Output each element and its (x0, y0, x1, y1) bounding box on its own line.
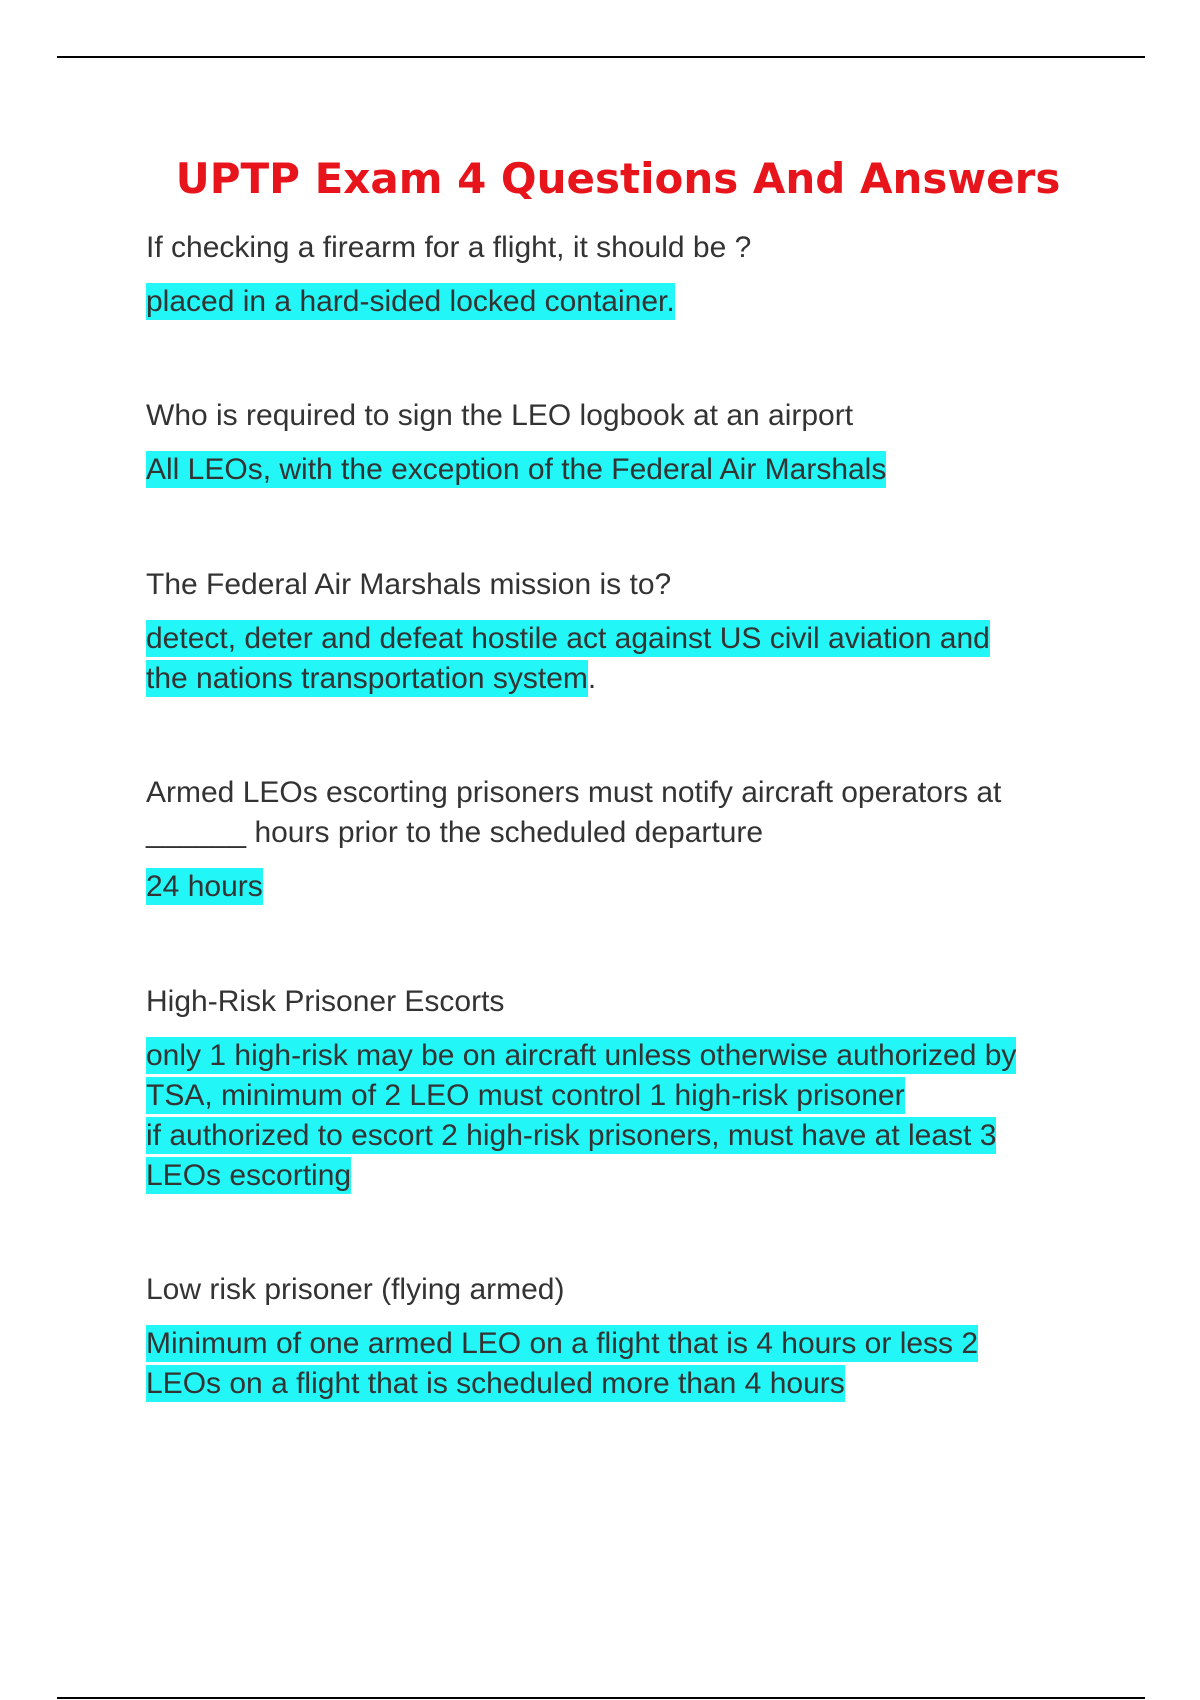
qa-item-3 (146, 565, 1096, 699)
answer-3-line-1: detect, deter and defeat hostile act against US civil aviation and (146, 622, 990, 655)
top-rule (57, 56, 1145, 58)
question-2: Who is required to sign the LEO logbook at an airport (146, 399, 854, 432)
answer-5-line-2: TSA, minimum of 2 LEO must control 1 high-risk prisoner (146, 1079, 905, 1112)
question-4-line-1: Armed LEOs escorting prisoners must notify aircraft operators at (146, 776, 1002, 809)
answer-2 (146, 450, 1096, 490)
answer-5-line-1: only 1 high-risk may be on aircraft unless otherwise authorized by (146, 1039, 1017, 1072)
answer-4-line-1: 24 hours (146, 870, 263, 903)
page-title: UPTP Exam 4 Questions And Answers (175, 154, 1061, 203)
answer-5 (146, 1036, 1096, 1196)
answer-1 (146, 282, 1096, 322)
question-6: Low risk prisoner (flying armed) (146, 1273, 565, 1306)
qa-item-6 (146, 1270, 1096, 1404)
answer-4 (146, 867, 1096, 907)
answer-1-line-1: placed in a hard-sided locked container. (146, 285, 675, 318)
answer-5-line-3: if authorized to escort 2 high-risk prisoners, must have at least 3 (146, 1119, 997, 1152)
answer-6-line-2: LEOs on a flight that is scheduled more than 4 hours (146, 1367, 845, 1400)
answer-3 (146, 619, 1096, 699)
answer-6-line-1: Minimum of one armed LEO on a flight that is 4 hours or less 2 (146, 1327, 979, 1360)
bottom-rule (57, 1697, 1145, 1699)
qa-item-1 (146, 228, 1096, 322)
question-3: The Federal Air Marshals mission is to? (146, 568, 672, 601)
answer-3-tail: . (587, 662, 597, 695)
answer-5-line-4: LEOs escorting (146, 1159, 352, 1192)
answer-2-line-1: All LEOs, with the exception of the Federal Air Marshals (146, 453, 887, 486)
answer-6 (146, 1324, 1096, 1404)
qa-item-4 (146, 773, 1096, 907)
question-1: If checking a firearm for a flight, it should be ? (146, 231, 752, 264)
question-5: High-Risk Prisoner Escorts (146, 985, 505, 1018)
answer-3-line-2: the nations transportation system (146, 662, 588, 695)
question-4-line-2: ______ hours prior to the scheduled departure (146, 816, 764, 849)
qa-item-5 (146, 982, 1096, 1196)
question-4 (146, 773, 1096, 853)
qa-item-2 (146, 396, 1096, 490)
